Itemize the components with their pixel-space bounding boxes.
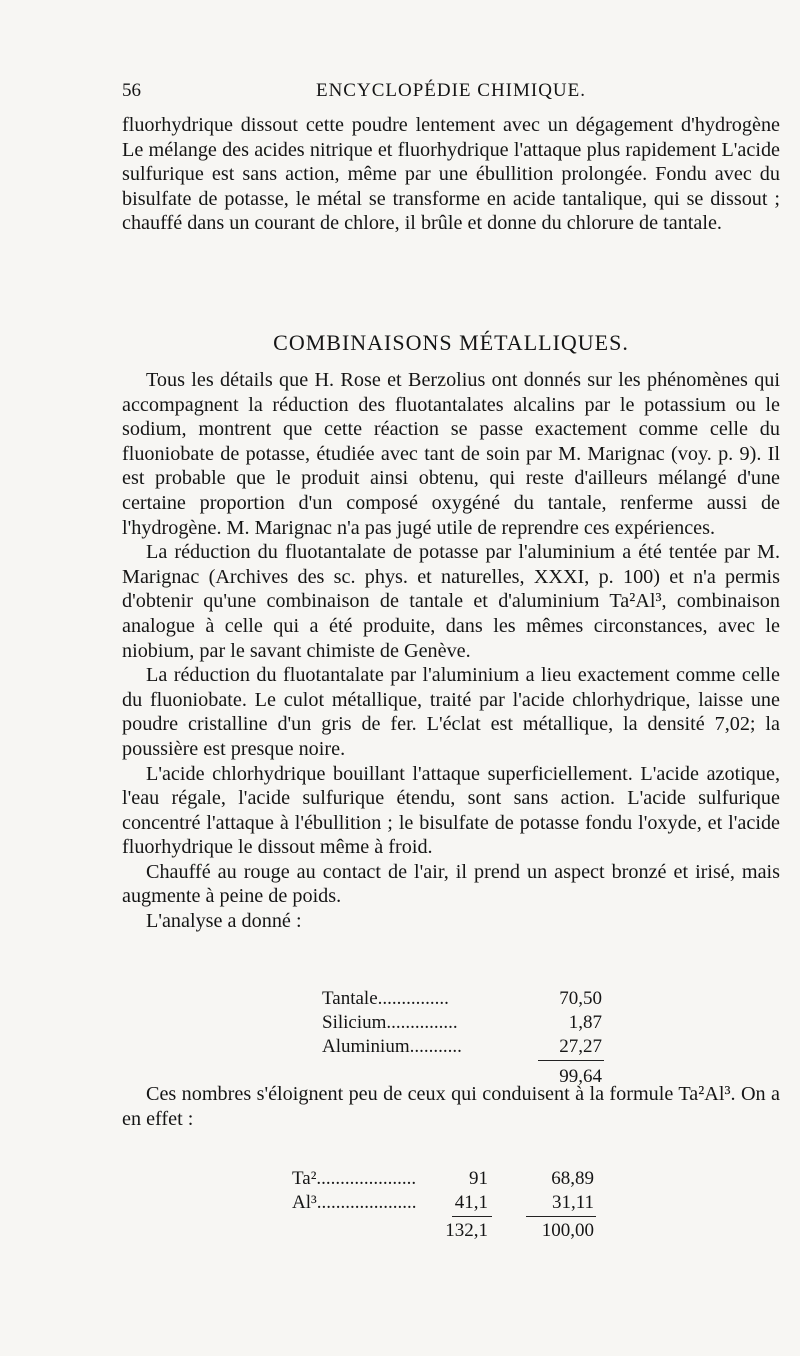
formula-table [292,1168,622,1244]
analysis-label: Silicium............... [322,1012,458,1033]
formula-percent: 68,89 [551,1168,594,1189]
analysis-value: 70,50 [559,988,602,1009]
formula-label: Ta²..................... [292,1168,417,1189]
paragraph-5: Chauffé au rouge au contact de l'air, il prend un aspect bronzé et irisé, mais augmente à peine de poids. [122,860,780,908]
sum-rule [452,1216,492,1217]
formula-percent-total: 100,00 [541,1220,594,1241]
formula-mass: 91 [469,1168,488,1189]
page-header [122,80,780,104]
formula-total-row [292,1220,622,1244]
formula-mass-total: 132,1 [445,1220,488,1241]
analysis-row [322,1012,622,1036]
paragraph-3: La réduction du fluotantalate par l'aluminium a lieu exactement comme celle du fluoniobate. Le culot métallique, traité par l'acide chlorhydrique, laisse une poudre cristalline d'un gris de fer. L'éclat est métallique, la densité 7,02; la poussière est presque noire. [122,664,780,760]
formula-percent: 31,11 [551,1192,594,1213]
intro-paragraph: fluorhydrique dissout cette poudre lentement avec un dégagement d'hydrogène Le mélange des acides nitrique et fluorhydrique l'attaque plus rapidement L'acide sulfurique est sans action, même par une ébullition prolongée. Fondu avec du bisulfate de potasse, le métal se transforme en acide tantalique, qui se dissout ; chauffé dans un courant de chlore, il brûle et donne du chlorure de tantale. [122,114,780,235]
paragraph-6: L'analyse a donné : [146,910,302,933]
analysis-value: 1,87 [568,1012,602,1033]
analysis-total: 99,64 [559,1066,602,1087]
section-title: COMBINAISONS MÉTALLIQUES. [273,330,629,355]
paragraph-2: La réduction du fluotantalate de potasse par l'aluminium a été tentée par M. Marignac (Archives des sc. phys. et naturelles, XXXI, p. 100) et n'a permis d'obtenir qu'une combinaison de tantale et d'aluminium Ta²Al³, combinaison analogue à celle qui a été produite, dans les mêmes circonstances, avec le niobium, par le savant chimiste de Genève. [122,541,780,662]
formula-row [292,1168,622,1192]
analysis-label: Tantale............... [322,988,449,1009]
sum-rule [538,1060,604,1061]
formula-label: Al³..................... [292,1192,417,1213]
analysis-row [322,988,622,1012]
formula-mass: 41,1 [454,1192,488,1213]
closing-text [122,1082,780,1131]
analysis-value: 27,27 [559,1036,602,1057]
analysis-label: Aluminium........... [322,1036,462,1057]
paragraph-1: Tous les détails que H. Rose et Berzolius ont donnés sur les phénomènes qui accompagnent la réduction des fluotantalates alcalins par le potassium ou le sodium, montrent que cette réaction se passe exactement comme celle du fluoniobate de potasse, étudiée avec tant de soin par M. Marignac (voy. p. 9). Il est probable que le produit ainsi obtenu, qui reste d'ailleurs mélangé d'une certaine proportion d'un composé oxygéné du tantale, renferme aussi de l'hydrogène. M. Marignac n'a pas jugé utile de reprendre ces expériences. [122,369,780,539]
analysis-row [322,1036,622,1060]
intro-text [122,113,780,236]
running-head: ENCYCLOPÉDIE CHIMIQUE. [315,80,587,101]
formula-row [292,1192,622,1216]
analysis-table [322,988,622,1090]
page-number: 56 [122,80,141,101]
paragraph-4: L'acide chlorhydrique bouillant l'attaque superficiellement. L'acide azotique, l'eau régale, l'acide sulfurique étendu, sont sans action. L'acide sulfurique concentré l'attaque à l'ébullition ; le bisulfate de potasse fondu l'oxyde, et l'acide fluorhydrique le dissout même à froid. [122,762,780,859]
section-body [122,368,780,934]
sum-rule [526,1216,596,1217]
closing-paragraph: Ces nombres s'éloignent peu de ceux qui conduisent à la formule Ta²Al³. On a en effet : [122,1083,780,1130]
